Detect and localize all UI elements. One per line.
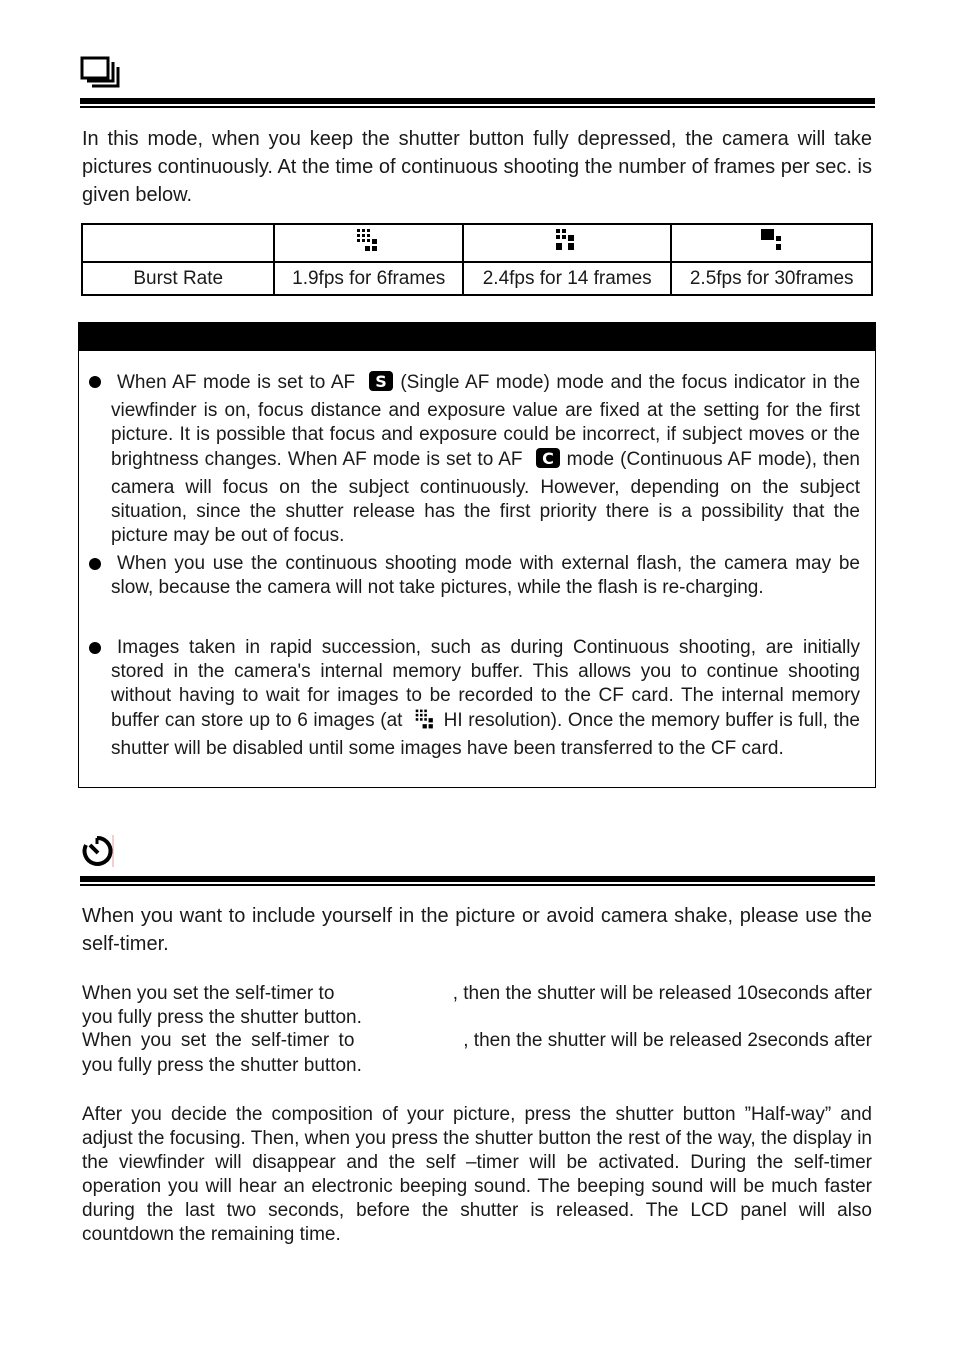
burst-rate-table [81,223,873,296]
mid-resolution-icon [553,236,581,257]
table-header-hi [274,224,463,262]
bullet-icon [89,642,101,654]
section-rule-thin [80,106,875,108]
burst-rate-hi: 1.9fps for 6frames [274,262,463,295]
section-rule-thick [80,98,875,104]
svg-text:S: S [374,372,387,391]
notes-box [78,322,876,788]
continuous-af-icon [529,447,561,476]
table-corner-cell [82,224,274,262]
selftimer-intro: When you want to include yourself in the picture or avoid camera shake, please use the self-timer. [82,905,872,955]
low-resolution-icon [758,236,786,257]
selftimer-body: After you decide the composition of your picture, press the shutter button ”Half-way” and adjust the focusing. Then, when you press the shutter button the rest of the way, the display in the viewfinder will disappear and the self –timer will be activated. During the self-timer operation you will hear an electronic beeping sound. The beeping sound will be much faster during the last two seconds, before the shutter is released. The LCD panel will also countdown the remaining time. [82,1104,872,1245]
hi-resolution-icon [408,708,438,737]
notes-header-bar [79,323,875,351]
note-external-flash: When you use the continuous shooting mode with external flash, the camera may be slow, because the camera will not take pictures, while the flash is re-charging. [111,553,860,598]
section-rule-thick [80,876,875,882]
self-timer-icon [80,833,116,869]
selftimer-2s-text-a: When you set the self-timer to [82,1030,355,1051]
selftimer-10s-line-b: you fully press the shutter button. [82,1007,362,1028]
selftimer-2s-line-a [82,1029,872,1053]
note-af-mode [111,370,860,548]
svg-text:C: C [541,449,554,468]
hi-resolution-icon [355,236,383,257]
continuous-intro: In this mode, when you keep the shutter button fully depressed, the camera will take pictures continuously. At the time of continuous shooting the number of frames per sec. is given below. [82,128,872,206]
bullet-icon [89,558,101,570]
selftimer-10s-text-b: , then the shutter will be released 10seconds after [452,983,872,1004]
note-memory-buffer [111,636,860,761]
burst-rate-mid: 2.4fps for 14 frames [463,262,671,295]
selftimer-10s-text-a: When you set the self-timer to [82,983,335,1004]
note-af-text-a: When AF mode is set to AF [117,372,356,393]
note-buffer-text-b: HI resolution). Once the memory buffer is full, the shutter will be disabled until some images have been transferred to the CF card. [111,710,860,759]
note-af-text-c: mode (Continuous AF mode), then camera will focus on the subject continuously. However, depending on the subject situation, since the shutter release has the first priority there is a possibility that the picture may be out of focus. [111,449,861,546]
selftimer-2s-line-b: you fully press the shutter button. [82,1055,362,1076]
continuous-shooting-icon [80,56,120,90]
table-header-low [671,224,872,262]
single-af-icon [362,370,394,399]
note-af-text-b: (Single AF mode) mode and the focus indicator in the viewfinder is on, focus distance and exposure value are fixed at the setting for the first picture. It is possible that focus and exposure could be incorrect, if subject moves or the brightness changes. When AF mode is set to AF [111,372,861,470]
burst-rate-low: 2.5fps for 30frames [671,262,872,295]
table-header-mid [463,224,671,262]
note-buffer-text-a: Images taken in rapid succession, such as during Continuous shooting, are initially stored in the camera's internal memory buffer. This allows you to continue shooting without having to wait for images to be recorded to the CF card. The internal memory buffer can store up to 6 images (at [111,637,860,731]
burst-rate-label: Burst Rate [82,262,274,295]
selftimer-2s-text-b: , then the shutter will be released 2seconds after [463,1030,872,1051]
bullet-icon [89,376,101,388]
section-rule-thin [80,884,875,886]
selftimer-10s-line-a [82,982,872,1006]
